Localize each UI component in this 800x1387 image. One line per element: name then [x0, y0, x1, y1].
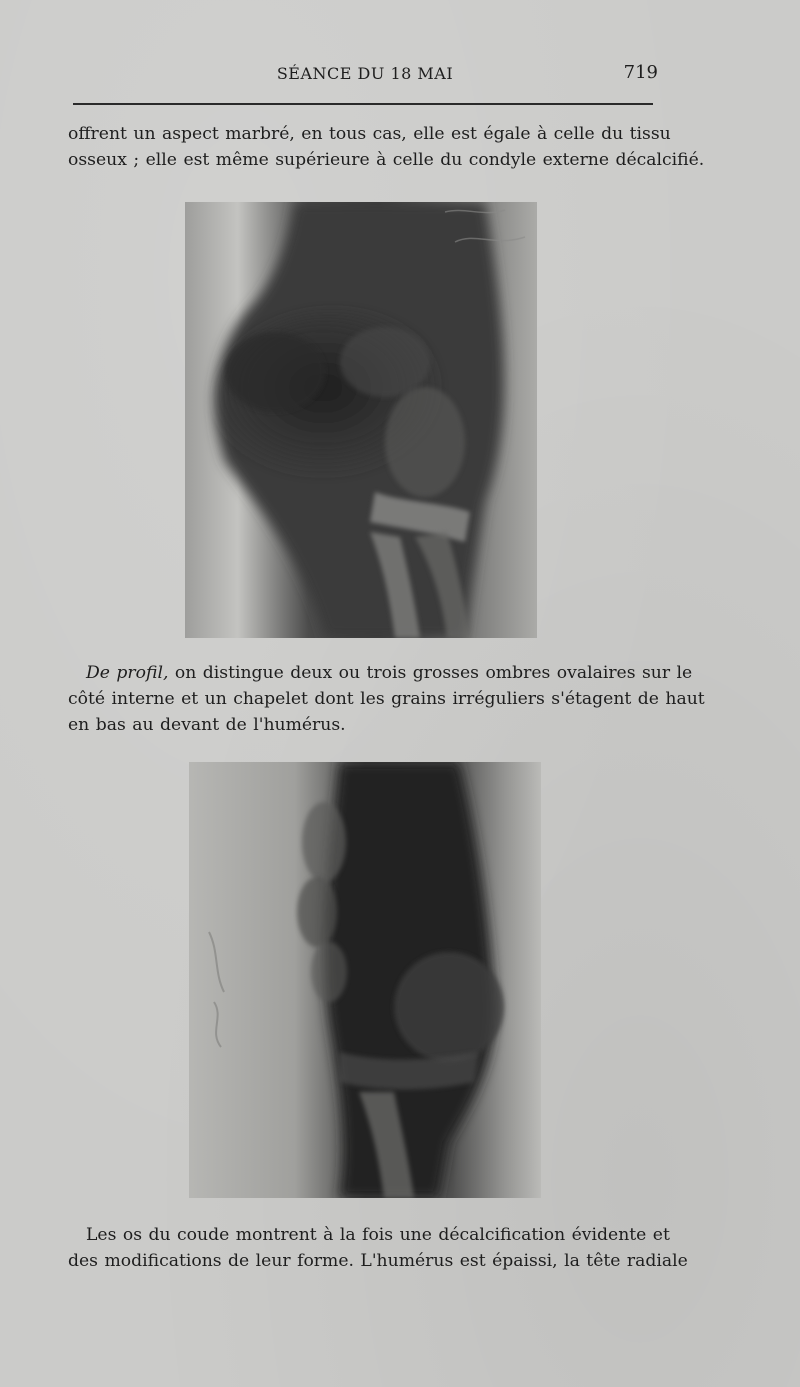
radiograph-elbow-front	[185, 202, 537, 638]
running-head: SÉANCE DU 18 MAI	[276, 64, 454, 83]
page-header	[70, 62, 660, 90]
text-line: côté interne et un chapelet dont les grains irréguliers s'étagent de haut	[68, 689, 705, 709]
italic-lead: De profil,	[86, 663, 169, 683]
radiograph-elbow-profile	[189, 762, 541, 1198]
paragraph-3	[68, 1222, 688, 1274]
text-line: osseux ; elle est même supérieure à celle du condyle externe décalcifié.	[68, 150, 705, 170]
page-number: 719	[623, 62, 658, 83]
radiograph-figure-1	[185, 202, 537, 638]
radiograph-figure-2	[189, 762, 541, 1198]
header-rule	[73, 103, 653, 105]
text-line: offrent un aspect marbré, en tous cas, elle est égale à celle du tissu	[68, 124, 671, 144]
text-line	[68, 660, 693, 686]
line-rest: on distingue deux ou trois grosses ombres ovalaires sur le	[174, 663, 693, 683]
text-line: des modifications de leur forme. L'humérus est épaissi, la tête radiale	[68, 1251, 688, 1271]
text-line: Les os du coude montrent à la fois une décalcification évidente et	[86, 1225, 670, 1245]
paragraph-2	[68, 660, 705, 738]
paragraph-1	[68, 121, 705, 173]
text-line: en bas au devant de l'humérus.	[68, 715, 346, 735]
